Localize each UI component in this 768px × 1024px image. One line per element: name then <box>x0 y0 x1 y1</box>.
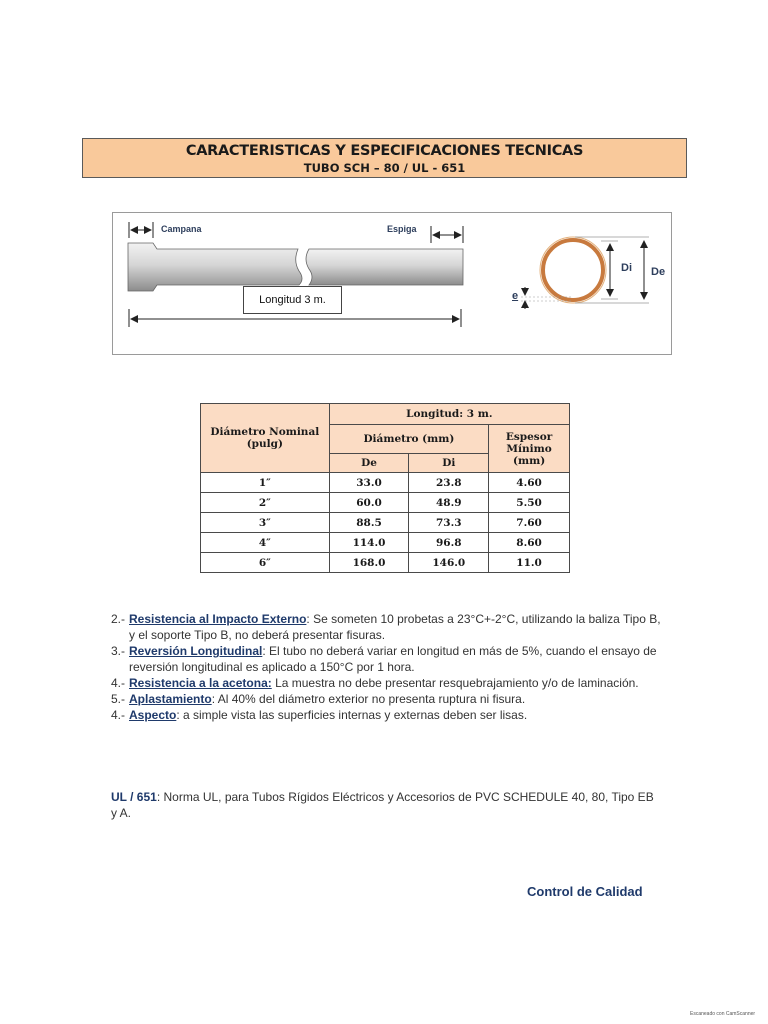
espesor-cell: 7.60 <box>489 513 570 533</box>
note-term: Aspecto <box>129 708 177 722</box>
espesor-cell: 11.0 <box>489 553 570 573</box>
pipe-drawing <box>113 213 673 356</box>
note-item <box>111 691 663 707</box>
nominal-cell: 6″ <box>201 553 330 573</box>
document-subtitle: TUBO SCH – 80 / UL - 651 <box>303 161 466 175</box>
de-cell: 33.0 <box>329 473 409 493</box>
longitud-header: Longitud: 3 m. <box>329 404 569 425</box>
note-number: 3.- <box>111 644 126 658</box>
ul-standard-note <box>111 789 663 821</box>
note-number: 4.- <box>111 708 126 722</box>
note-text: : a simple vista las superficies internas y externas deben ser lisas. <box>176 708 528 722</box>
de-header: De <box>329 454 409 473</box>
di-cell: 48.9 <box>409 493 489 513</box>
spec-table <box>200 403 570 573</box>
note-item <box>111 611 663 643</box>
note-number: 5.- <box>111 692 126 706</box>
nominal-cell: 4″ <box>201 533 330 553</box>
pipe-right-segment <box>306 249 463 285</box>
scanner-watermark: Escaneado con CamScanner <box>690 1011 756 1017</box>
nominal-cell: 2″ <box>201 493 330 513</box>
ul-term: UL / 651 <box>111 790 157 804</box>
note-item <box>111 675 663 691</box>
di-cell: 146.0 <box>409 553 489 573</box>
table-row <box>201 493 570 513</box>
note-term: Aplastamiento <box>129 692 212 706</box>
de-label: De <box>651 266 666 278</box>
di-label: Di <box>621 262 632 274</box>
note-term: Resistencia a la acetona: <box>129 676 272 690</box>
espesor-cell: 4.60 <box>489 473 570 493</box>
espiga-label: Espiga <box>387 224 417 234</box>
nominal-header: Diámetro Nominal (pulg) <box>201 404 330 473</box>
thickness-label: e <box>512 290 519 302</box>
note-text: : El tubo no deberá variar en longitud en más de 5%, cuando el ensayo de reversión longitudinal es aplicado a 150°C por 1 hora. <box>129 644 657 674</box>
note-item <box>111 707 663 723</box>
note-item <box>111 643 663 675</box>
note-text: : Al 40% del diámetro exterior no presenta ruptura ni fisura. <box>211 692 526 706</box>
table-row <box>201 513 570 533</box>
quality-control-signature: Control de Calidad <box>527 884 643 899</box>
de-cell: 60.0 <box>329 493 409 513</box>
nominal-cell: 1″ <box>201 473 330 493</box>
pipe-cross-section <box>543 240 603 300</box>
ul-text: : Norma UL, para Tubos Rígidos Eléctricos y Accesorios de PVC SCHEDULE 40, 80, Tipo EB y A. <box>111 790 654 820</box>
table-row <box>201 553 570 573</box>
di-cell: 96.8 <box>409 533 489 553</box>
de-cell: 88.5 <box>329 513 409 533</box>
note-text: : Se someten 10 probetas a 23°C+-2°C, utilizando la baliza Tipo B, y el soporte Tipo B, no deberá presentar fisuras. <box>129 612 661 642</box>
di-header: Di <box>409 454 489 473</box>
campana-label: Campana <box>161 224 202 234</box>
table-row <box>201 473 570 493</box>
diametro-header: Diámetro (mm) <box>329 425 489 454</box>
note-number: 4.- <box>111 676 126 690</box>
test-notes <box>111 611 663 723</box>
document-title: CARACTERISTICAS Y ESPECIFICACIONES TECNICAS <box>185 143 584 159</box>
de-cell: 168.0 <box>329 553 409 573</box>
di-cell: 23.8 <box>409 473 489 493</box>
pipe-left-segment <box>128 243 302 291</box>
de-cell: 114.0 <box>329 533 409 553</box>
pipe-diagram <box>112 212 672 355</box>
note-number: 2.- <box>111 612 126 626</box>
spec-header <box>82 138 687 178</box>
note-term: Resistencia al Impacto Externo <box>129 612 307 626</box>
espesor-cell: 8.60 <box>489 533 570 553</box>
longitud-label: Longitud 3 m. <box>243 286 342 314</box>
note-term: Reversión Longitudinal <box>129 644 263 658</box>
di-cell: 73.3 <box>409 513 489 533</box>
table-row <box>201 533 570 553</box>
espesor-cell: 5.50 <box>489 493 570 513</box>
nominal-cell: 3″ <box>201 513 330 533</box>
espesor-header: Espesor Mínimo (mm) <box>489 425 570 473</box>
note-text: La muestra no debe presentar resquebrajamiento y/o de laminación. <box>271 676 639 690</box>
